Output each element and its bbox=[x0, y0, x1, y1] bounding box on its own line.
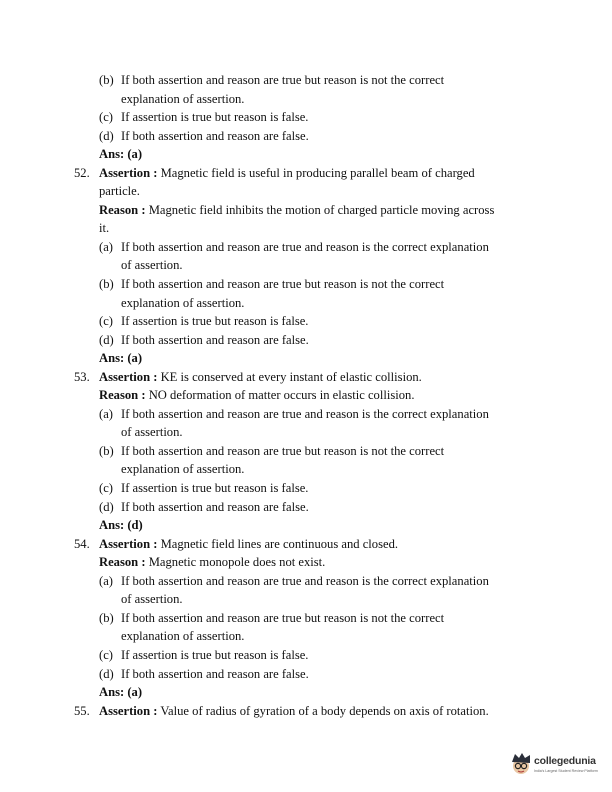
reason-line bbox=[0, 219, 612, 238]
reason-line bbox=[0, 553, 612, 572]
reason-label: Reason : bbox=[99, 388, 146, 403]
option-label: (c) bbox=[99, 110, 113, 125]
option-text: If assertion is true but reason is false. bbox=[121, 481, 309, 496]
assertion-label: Assertion : bbox=[99, 536, 158, 551]
option-line bbox=[0, 405, 612, 424]
option-text: of assertion. bbox=[121, 258, 183, 273]
option-line bbox=[0, 275, 612, 294]
option-line bbox=[0, 294, 612, 313]
option-label: (d) bbox=[99, 332, 114, 347]
answer bbox=[0, 145, 612, 164]
option-text: If assertion is true but reason is false. bbox=[121, 110, 309, 125]
option-text: of assertion. bbox=[121, 425, 183, 440]
assertion-text: particle. bbox=[99, 184, 140, 199]
assertion-label: Assertion : bbox=[99, 703, 158, 718]
assertion-line bbox=[0, 164, 612, 183]
option-line bbox=[0, 256, 612, 275]
option-label: (d) bbox=[99, 666, 114, 681]
assertion-text: Magnetic field is useful in producing parallel beam of charged bbox=[160, 165, 475, 180]
option-line bbox=[0, 423, 612, 442]
option-line bbox=[0, 90, 612, 109]
option-text: If both assertion and reason are false. bbox=[121, 128, 309, 143]
option-text: If both assertion and reason are true but reason is not the correct bbox=[121, 610, 445, 625]
reason-label: Reason : bbox=[99, 202, 146, 217]
option-line bbox=[0, 71, 612, 90]
option-text: If both assertion and reason are true but reason is not the correct bbox=[121, 277, 445, 292]
answer-text: Ans: (a) bbox=[99, 351, 143, 366]
option-text: If both assertion and reason are true and reason is the correct explanation bbox=[121, 406, 489, 421]
collegedunia-logo bbox=[510, 752, 610, 782]
reason-text: Magnetic monopole does not exist. bbox=[148, 555, 326, 570]
question-number: 54. bbox=[74, 536, 90, 551]
option-line bbox=[0, 627, 612, 646]
option-line bbox=[0, 312, 612, 331]
option-text: explanation of assertion. bbox=[121, 91, 245, 106]
option-text: If both assertion and reason are false. bbox=[121, 332, 309, 347]
assertion-line bbox=[0, 702, 612, 721]
answer bbox=[0, 683, 612, 702]
option-label: (a) bbox=[99, 406, 113, 421]
question-number: 55. bbox=[74, 703, 90, 718]
option-line bbox=[0, 442, 612, 461]
option-text: explanation of assertion. bbox=[121, 629, 245, 644]
option-text: If both assertion and reason are true but reason is not the correct bbox=[121, 443, 445, 458]
option-text: If both assertion and reason are true and reason is the correct explanation bbox=[121, 573, 489, 588]
reason-text: it. bbox=[99, 221, 110, 236]
option-line bbox=[0, 646, 612, 665]
answer-text: Ans: (d) bbox=[99, 518, 143, 533]
option-label: (d) bbox=[99, 499, 114, 514]
option-line bbox=[0, 572, 612, 591]
reason-line bbox=[0, 201, 612, 220]
logo-text: collegedunia bbox=[534, 755, 596, 767]
option-label: (c) bbox=[99, 481, 113, 496]
option-label: (b) bbox=[99, 277, 114, 292]
reason-text: NO deformation of matter occurs in elastic collision. bbox=[148, 388, 415, 403]
option-text: explanation of assertion. bbox=[121, 295, 245, 310]
option-text: explanation of assertion. bbox=[121, 462, 245, 477]
option-label: (b) bbox=[99, 610, 114, 625]
option-text: If both assertion and reason are false. bbox=[121, 666, 309, 681]
option-text: If both assertion and reason are false. bbox=[121, 499, 309, 514]
assertion-text: Value of radius of gyration of a body depends on axis of rotation. bbox=[160, 703, 489, 718]
option-line bbox=[0, 609, 612, 628]
option-text: If both assertion and reason are true but reason is not the correct bbox=[121, 73, 445, 87]
option-text: If both assertion and reason are true and reason is the correct explanation bbox=[121, 239, 489, 254]
assertion-line bbox=[0, 535, 612, 554]
option-line bbox=[0, 479, 612, 498]
option-label: (b) bbox=[99, 443, 114, 458]
option-text: If assertion is true but reason is false. bbox=[121, 314, 309, 329]
option-line bbox=[0, 331, 612, 350]
answer bbox=[0, 516, 612, 535]
answer-text: Ans: (a) bbox=[99, 147, 143, 162]
option-text: If assertion is true but reason is false. bbox=[121, 647, 309, 662]
assertion-label: Assertion : bbox=[99, 165, 158, 180]
answer bbox=[0, 349, 612, 368]
assertion-text: Magnetic field lines are continuous and closed. bbox=[160, 536, 399, 551]
option-line bbox=[0, 498, 612, 517]
option-line bbox=[0, 238, 612, 257]
option-label: (c) bbox=[99, 647, 113, 662]
question-number: 53. bbox=[74, 369, 90, 384]
option-label: (a) bbox=[99, 573, 113, 588]
document-body bbox=[0, 71, 612, 720]
assertion-text: KE is conserved at every instant of elastic collision. bbox=[160, 369, 422, 384]
option-label: (c) bbox=[99, 314, 113, 329]
option-label: (a) bbox=[99, 239, 113, 254]
mascot-icon bbox=[510, 752, 532, 776]
option-line bbox=[0, 665, 612, 684]
reason-label: Reason : bbox=[99, 555, 146, 570]
assertion-line bbox=[0, 182, 612, 201]
question-number: 52. bbox=[74, 165, 90, 180]
reason-text: Magnetic field inhibits the motion of charged particle moving across bbox=[148, 202, 495, 217]
option-line bbox=[0, 127, 612, 146]
assertion-line bbox=[0, 368, 612, 387]
option-line bbox=[0, 590, 612, 609]
option-text: of assertion. bbox=[121, 592, 183, 607]
reason-line bbox=[0, 386, 612, 405]
answer-text: Ans: (a) bbox=[99, 685, 143, 700]
option-label: (d) bbox=[99, 128, 114, 143]
option-label: (b) bbox=[99, 73, 114, 87]
option-line bbox=[0, 460, 612, 479]
assertion-label: Assertion : bbox=[99, 369, 158, 384]
option-line bbox=[0, 108, 612, 127]
logo-tagline: India's Largest Student Review Platform bbox=[534, 769, 598, 773]
